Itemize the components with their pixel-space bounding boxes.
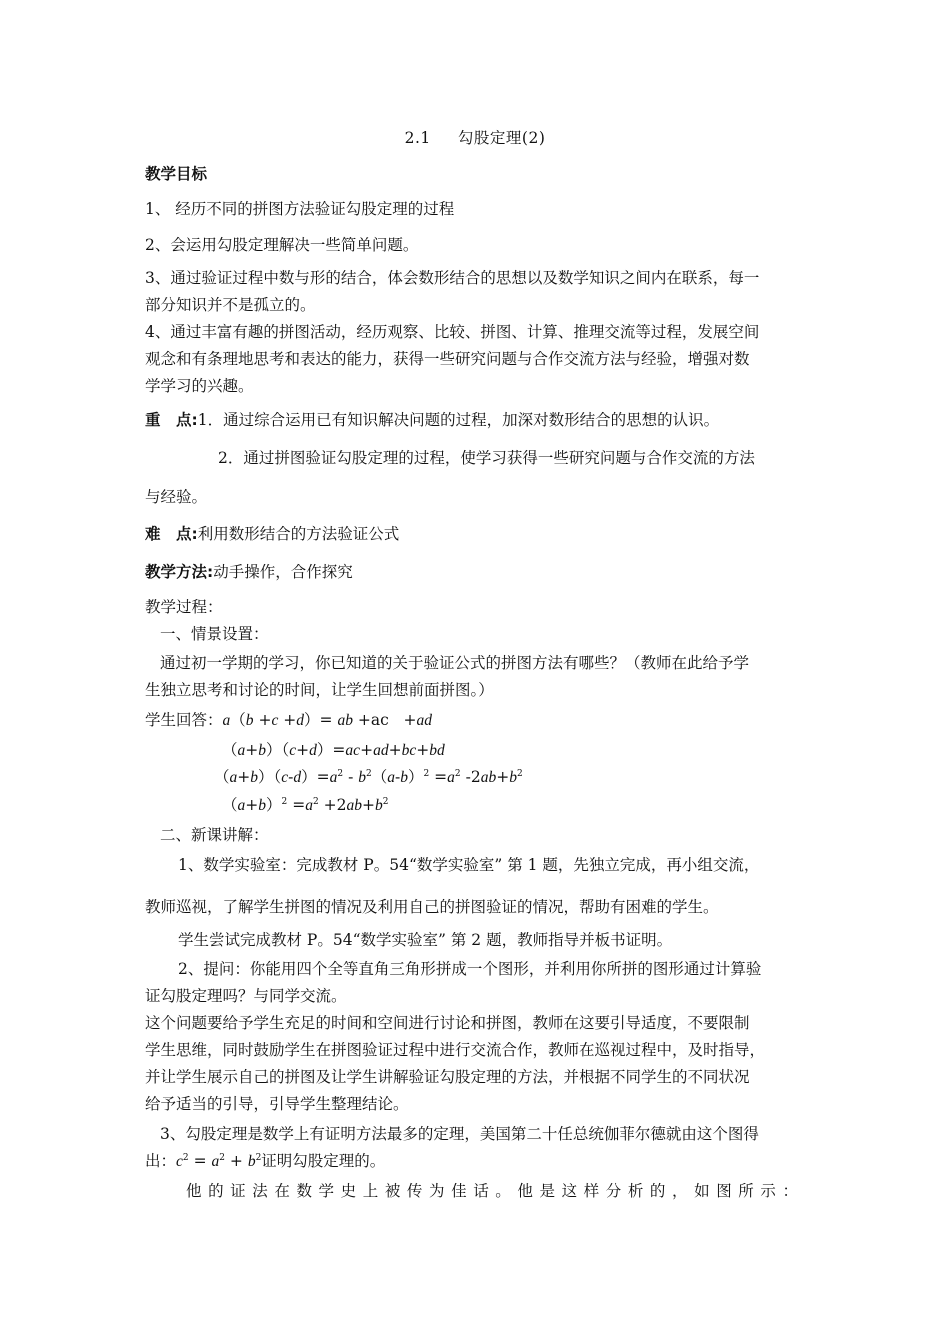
- difficulty-label: 难 点:: [145, 525, 198, 543]
- objective-3-line1: 3、通过验证过程中数与形的结合，体会数形结合的思想以及数学知识之间内在联系，每一: [145, 269, 760, 287]
- item-2-para-line1: 这个问题要给予学生充足的时间和空间进行讨论和拼图，教师在这要引导适度，不要限制: [145, 1014, 750, 1032]
- item-3-line3: 他的证法在数学史上被传为佳话。他是这样分析的，如图所示：: [186, 1182, 798, 1200]
- item-1-line1: 1、数学实验室：完成教材 P。54“数学实验室” 第 1 题，先独立完成，再小组交流，: [178, 856, 760, 874]
- section-1-para-line2: 生独立思考和讨论的时间，让学生回想前面拼图。）: [145, 681, 494, 699]
- process-heading: 教学过程：: [145, 598, 223, 616]
- student-answer-2: （a+b）（c+d）=ac+ad+bc+bd: [222, 741, 445, 759]
- item-2-para-line2: 学生思维，同时鼓励学生在拼图验证过程中进行交流合作，教师在巡视过程中，及时指导，: [145, 1041, 766, 1059]
- method-label: 教学方法:: [145, 563, 214, 581]
- objective-1: 1、 经历不同的拼图方法验证勾股定理的过程: [145, 200, 455, 218]
- student-answer-3: $(a+b)(c-d)=a^2 - b^2(a-b)^2 =a^2$ $-2ab+b^2$: [214, 768, 523, 786]
- objective-4-line1: 4、通过丰富有趣的拼图活动，经历观察、比较、拼图、计算、推理交流等过程，发展空间: [145, 323, 760, 341]
- page-title: 2.1 勾股定理(2): [404, 129, 546, 147]
- objective-4-line3: 学学习的兴趣。: [145, 377, 254, 395]
- item-2-line2: 证勾股定理吗？与同学交流。: [145, 987, 347, 1005]
- item-3-line1: 3、勾股定理是数学上有证明方法最多的定理，美国第二十任总统伽菲尔德就由这个图得: [160, 1125, 759, 1143]
- key-points-line2: 2．通过拼图验证勾股定理的过程，使学习获得一些研究问题与合作交流的方法: [218, 449, 755, 467]
- section-2-heading: 二、新课讲解：: [160, 826, 269, 844]
- objective-2: 2、会运用勾股定理解决一些简单问题。: [145, 236, 419, 254]
- item-1-line2: 教师巡视，了解学生拼图的情况及利用自己的拼图验证的情况，帮助有困难的学生。: [145, 898, 719, 916]
- method: 教学方法:动手操作，合作探究: [145, 563, 353, 581]
- item-3-line2: 出：$c^2 = a^2 + b^2$证明勾股定理的。: [145, 1152, 386, 1170]
- section-1-heading: 一、情景设置：: [160, 625, 269, 643]
- student-answer-1: 学生回答：a（b +c +d）= ab +ac +ad: [145, 711, 433, 729]
- item-2-para-line3: 并让学生展示自己的拼图及让学生讲解验证勾股定理的方法，并根据不同学生的不同状况: [145, 1068, 750, 1086]
- item-2-para-line4: 给予适当的引导，引导学生整理结论。: [145, 1095, 409, 1113]
- key-points-line1: 重 点:1．通过综合运用已有知识解决问题的过程，加深对数形结合的思想的认识。: [145, 411, 720, 429]
- section-1-para-line1: 通过初一学期的学习，你已知道的关于验证公式的拼图方法有哪些？（教师在此给予学: [160, 654, 750, 672]
- difficulty: 难 点:利用数形结合的方法验证公式: [145, 525, 400, 543]
- objectives-heading: 教学目标: [145, 165, 208, 183]
- objective-4-line2: 观念和有条理地思考和表达的能力，获得一些研究问题与合作交流方法与经验，增强对数: [145, 350, 750, 368]
- key-points-line3: 与经验。: [145, 488, 208, 506]
- item-1-line3: 学生尝试完成教材 P。54“数学实验室” 第 2 题，教师指导并板书证明。: [178, 931, 673, 949]
- key-points-label: 重 点:: [145, 411, 198, 429]
- objective-3-line2: 部分知识并不是孤立的。: [145, 296, 316, 314]
- student-answer-4: $(a+b)^2 =a^2 +2ab+b^2$: [222, 796, 389, 814]
- item-2-line1: 2、提问：你能用四个全等直角三角形拼成一个图形，并利用你所拼的图形通过计算验: [178, 960, 762, 978]
